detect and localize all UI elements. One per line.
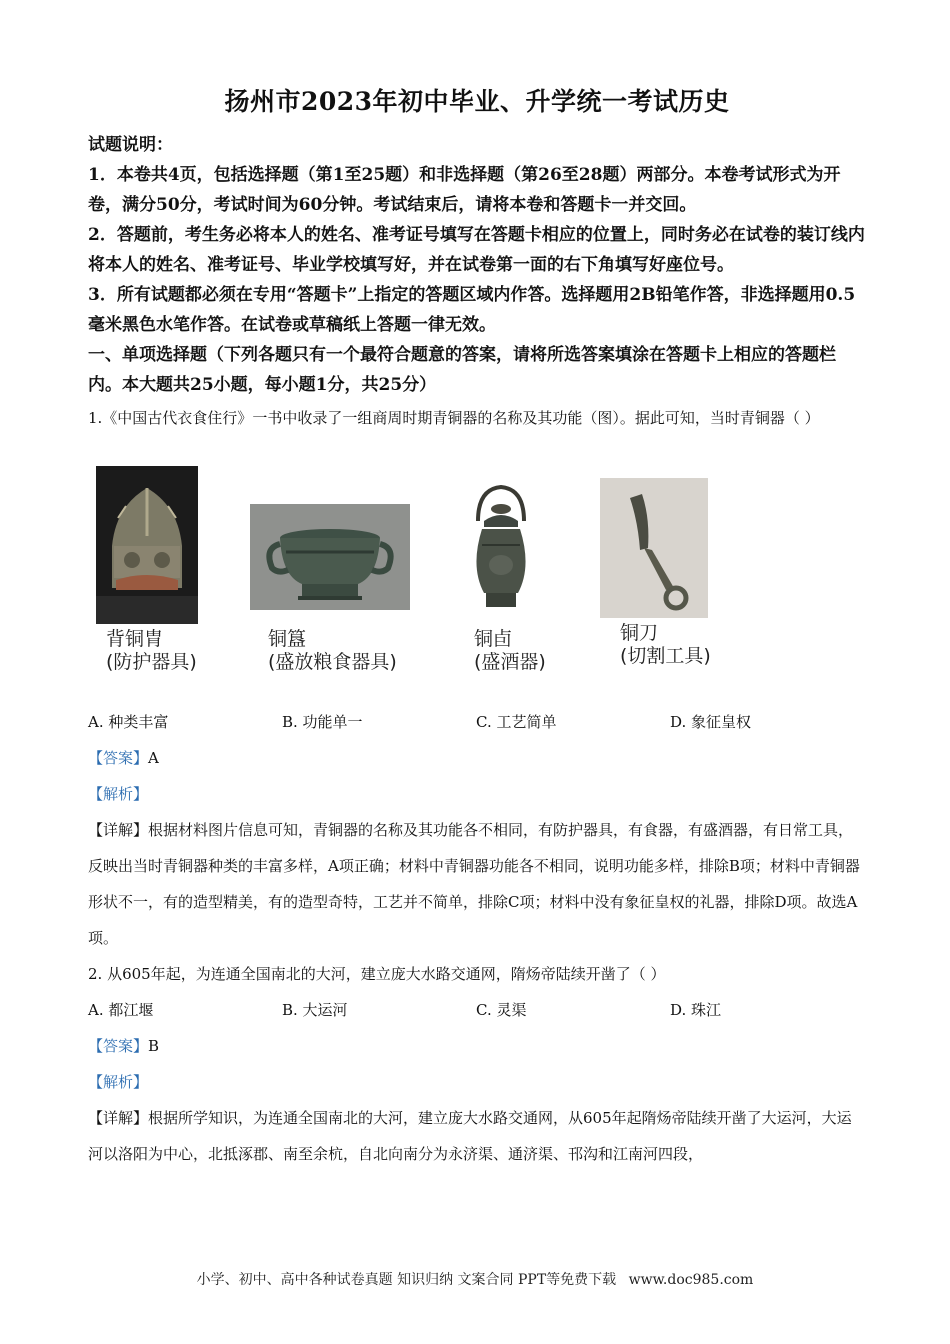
instruction-item-1: 1．本卷共4页，包括选择题（第1至25题）和非选择题（第26至28题）两部分。本卷考试形式为开卷，满分50分，考试时间为60分钟。考试结束后，请将本卷和答题卡一并交回。 — [88, 165, 841, 215]
option-d: D. 珠江 — [670, 1001, 722, 1019]
instruction-item-3: 3．所有试题都必须在专用“答题卡”上指定的答题区域内作答。选择题用2B铅笔作答，非选择题用0.5毫米黑色水笔作答。在试卷或草稿纸上答题一律无效。 — [88, 285, 856, 335]
figure-caption-helmet: 背铜胄 (防护器具) — [106, 628, 197, 673]
answer-value: B — [148, 1037, 160, 1055]
bronze-you-image — [462, 481, 540, 616]
instructions — [88, 130, 866, 400]
footer-text: 小学、初中、高中各种试卷真题 知识归纳 文案合同 PPT等免费下载 — [196, 1272, 617, 1288]
answer-tag: 【答案】 — [88, 749, 149, 767]
analysis-line — [88, 776, 866, 812]
figure-caption-you: 铜卣 (盛酒器) — [474, 628, 546, 673]
detail-text: 根据所学知识，为连通全国南北的大河，建立庞大水路交通网，从605年起隋炀帝陆续开凿了大运河，大运河以洛阳为中心，北抵涿郡、南至余杭，自北向南分为永济渠、通济渠、邗沟和江南河四段， — [88, 1109, 852, 1163]
question-2 — [88, 956, 866, 1172]
option-b: B. 功能单一 — [282, 713, 363, 731]
page-title: 扬州市2023年初中毕业、升学统一考试历史 — [224, 87, 730, 116]
answer-value: A — [148, 749, 159, 767]
bronze-gui-image — [250, 504, 410, 610]
answer-line — [88, 1028, 866, 1064]
question-1 — [88, 400, 866, 956]
figure-caption-knife: 铜刀 (切割工具) — [620, 622, 711, 667]
detail-paragraph — [88, 812, 866, 956]
answer-tag: 【答案】 — [88, 1037, 149, 1055]
option-a: A. 都江堰 — [88, 1001, 154, 1019]
exam-page — [88, 82, 866, 1172]
question-2-options — [88, 992, 866, 1028]
question-stem: 2. 从605年起，为连通全国南北的大河，建立庞大水路交通网，隋炀帝陆续开凿了（ ） — [88, 965, 666, 983]
option-c: C. 工艺简单 — [476, 713, 557, 731]
detail-tag: 【详解】 — [88, 821, 149, 839]
instructions-heading: 试题说明： — [88, 135, 173, 155]
figure-caption-gui: 铜簋 (盛放粮食器具) — [268, 628, 397, 673]
bronze-knife-image — [600, 478, 708, 618]
instruction-item-2: 2．答题前，考生务必将本人的姓名、准考证号填写在答题卡相应的位置上，同时务必在试卷的装订线内将本人的姓名、准考证号、毕业学校填写好，并在试卷第一面的右下角填写好座位号。 — [88, 225, 865, 275]
footer-link[interactable]: www.doc985.com — [628, 1272, 754, 1288]
option-d: D. 象征皇权 — [670, 713, 752, 731]
question-1-options — [88, 704, 866, 740]
detail-text: 根据材料图片信息可知，青铜器的名称及其功能各不相同，有防护器具，有食器，有盛酒器，有日常工具，反映出当时青铜器种类的丰富多样，A项正确；材料中青铜器功能各不相同，说明功能多样，排除B项；材料中青铜器形状不一，有的造型精美，有的造型奇特，工艺并不简单，排除C项；材料中没有象征皇权的礼器，排除D项。故选A项。 — [88, 821, 860, 947]
bronze-helmet-image — [96, 466, 198, 624]
analysis-tag: 【解析】 — [88, 1073, 149, 1091]
analysis-line — [88, 1064, 866, 1100]
detail-tag: 【详解】 — [88, 1109, 149, 1127]
bronze-figures — [88, 436, 866, 704]
analysis-tag: 【解析】 — [88, 785, 149, 803]
option-c: C. 灵渠 — [476, 1001, 527, 1019]
question-stem: 1.《中国古代衣食住行》一书中收录了一组商周时期青铜器的名称及其功能（图）。据此可知，当时青铜器（ ） — [88, 409, 820, 427]
option-b: B. 大运河 — [282, 1001, 348, 1019]
page-footer — [0, 1269, 950, 1289]
option-a: A. 种类丰富 — [88, 713, 169, 731]
section-heading: 一、单项选择题（下列各题只有一个最符合题意的答案，请将所选答案填涂在答题卡上相应的答题栏内。本大题共25小题，每小题1分，共25分） — [88, 345, 836, 395]
answer-line — [88, 740, 866, 776]
detail-paragraph — [88, 1100, 866, 1172]
